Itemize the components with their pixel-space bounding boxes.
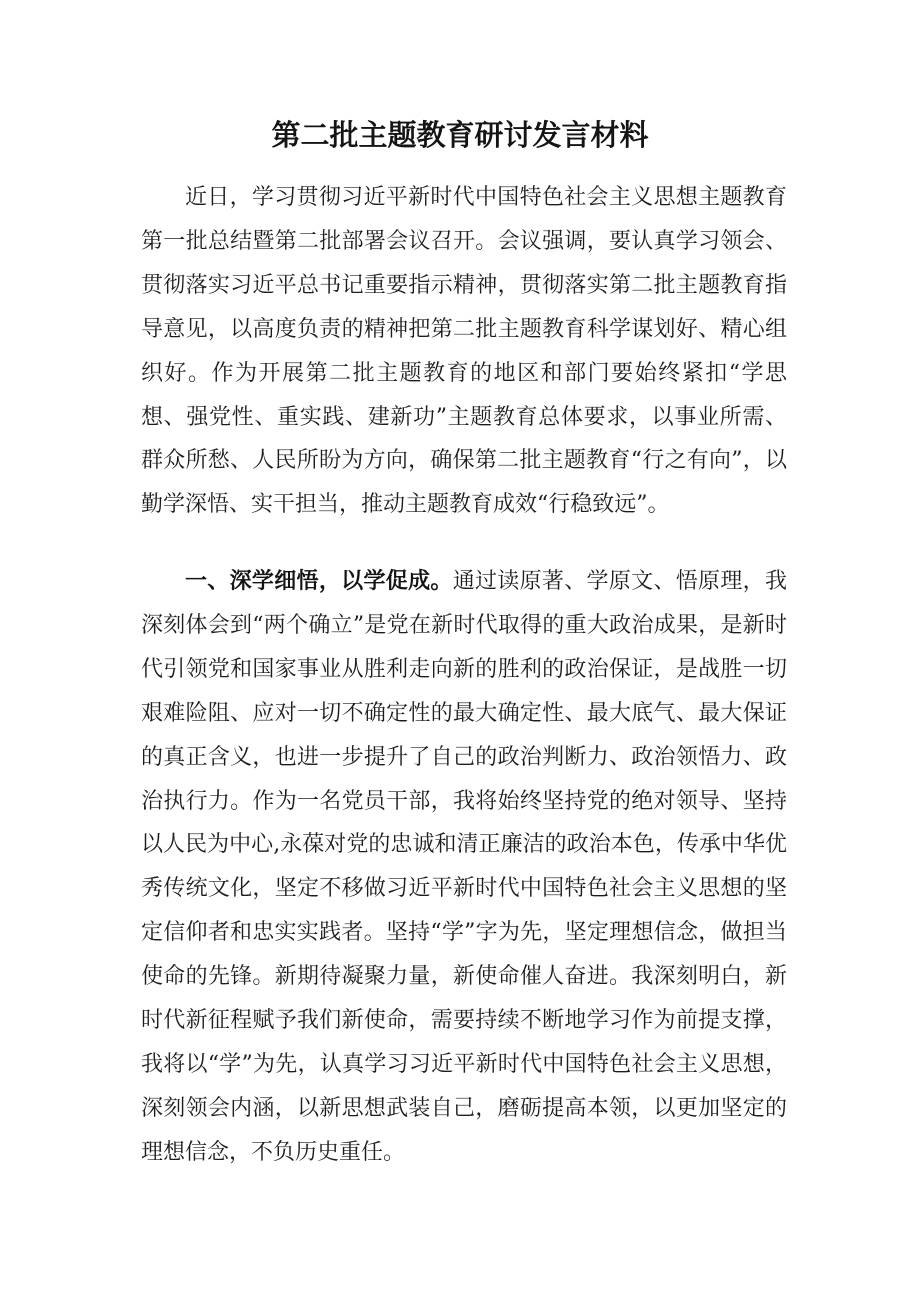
document-title: 第二批主题教育研讨发言材料 <box>271 118 649 152</box>
section-heading: 一、深学细悟，以学促成。 <box>185 569 453 594</box>
paragraph-section-one <box>141 560 787 1175</box>
paragraph-intro: 近日，学习贯彻习近平新时代中国特色社会主义思想主题教育第一批总结暨第二批部署会议召开。会议强调，要认真学习领会、贯彻落实习近平总书记重要指示精神，贯彻落实第二批主题教育指导意见，以高度负责的精神把第二批主题教育科学谋划好、精心组织好。作为开展第二批主题教育的地区和部门要始终紧扣“学思想、强党性、重实践、建新功”主题教育总体要求，以事业所需、群众所愁、人民所盼为方向，确保第二批主题教育“行之有向”，以勤学深悟、实干担当，推动主题教育成效“行稳致远”。 <box>141 185 787 518</box>
section-body: 通过读原著、学原文、悟原理，我深刻体会到“两个确立”是党在新时代取得的重大政治成果，是新时代引领党和国家事业从胜利走向新的胜利的政治保证，是战胜一切艰难险阻、应对一切不确定性的最大确定性、最大底气、最大保证的真正含义，也进一步提升了自己的政治判断力、政治领悟力、政治执行力。作为一名党员干部，我将始终坚持党的绝对领导、坚持以人民为中心,永葆对党的忠诚和清正廉洁的政治本色，传承中华优秀传统文化，坚定不移做习近平新时代中国特色社会主义思想的坚定信仰者和忠实实践者。坚持“学”字为先，坚定理想信念，做担当使命的先锋。新期待凝聚力量，新使命催人奋进。我深刻明白，新时代新征程赋予我们新使命，需要持续不断地学习作为前提支撑，我将以“学”为先，认真学习习近平新时代中国特色社会主义思想，深刻领会内涵，以新思想武装自己，磨砺提高本领，以更加坚定的理想信念，不负历史重任。 <box>141 569 787 1165</box>
